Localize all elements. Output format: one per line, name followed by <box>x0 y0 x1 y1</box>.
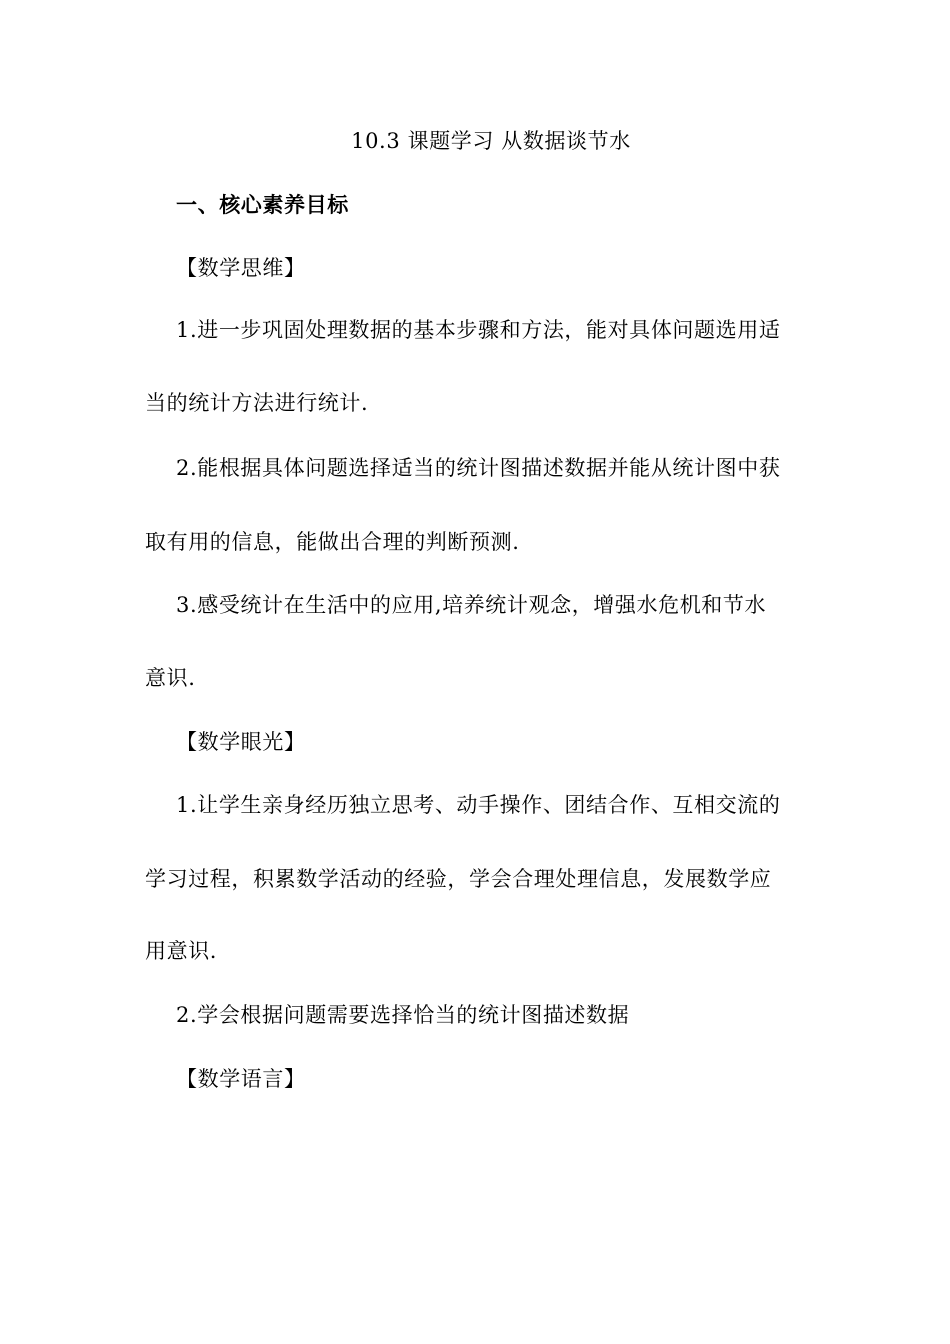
paragraph-line: 2.能根据具体问题选择适当的统计图描述数据并能从统计图中获 <box>176 456 781 480</box>
block-label-math-language: 【数学语言】 <box>176 1067 306 1091</box>
section-heading: 一、核心素养目标 <box>176 193 349 217</box>
paragraph-line: 2.学会根据问题需要选择恰当的统计图描述数据 <box>176 1003 630 1027</box>
paragraph-line: 取有用的信息，能做出合理的判断预测. <box>145 530 520 554</box>
paragraph-line: 用意识. <box>145 939 218 963</box>
paragraph-line: 学习过程，积累数学活动的经验，学会合理处理信息，发展数学应 <box>145 867 772 891</box>
paragraph-line: 1.进一步巩固处理数据的基本步骤和方法，能对具体问题选用适 <box>176 318 781 342</box>
paragraph-line: 意识. <box>145 666 196 690</box>
document-title: 10.3 课题学习 从数据谈节水 <box>351 129 631 153</box>
paragraph-line: 1.让学生亲身经历独立思考、动手操作、团结合作、互相交流的 <box>176 793 781 817</box>
paragraph-line: 3.感受统计在生活中的应用,培养统计观念，增强水危机和节水 <box>176 593 767 617</box>
block-label-math-vision: 【数学眼光】 <box>176 730 306 754</box>
block-label-math-thinking: 【数学思维】 <box>176 256 306 280</box>
paragraph-line: 当的统计方法进行统计. <box>145 391 369 415</box>
